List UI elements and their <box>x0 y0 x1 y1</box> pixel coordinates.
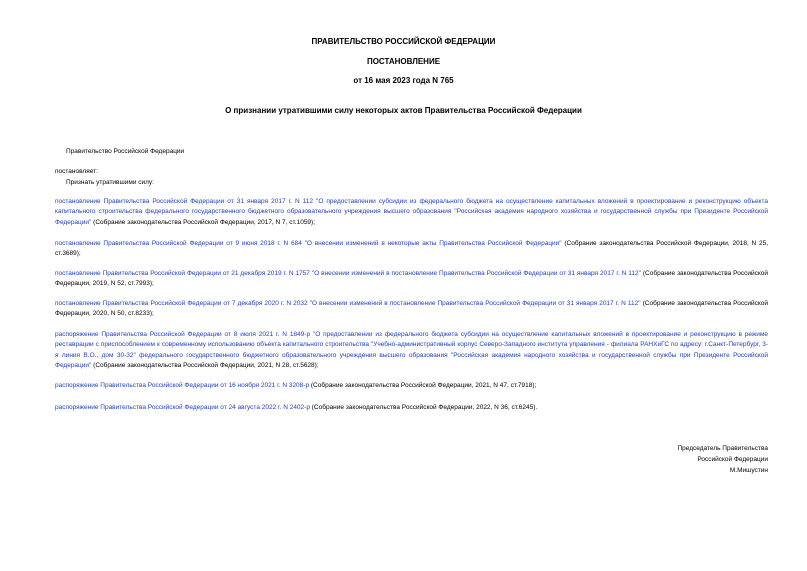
act-source: (Собрание законодательства Российской Федерации, 2018, N 25, ст.3689); <box>55 240 768 258</box>
list-item <box>55 381 768 391</box>
act-source: (Собрание законодательства Российской Федерации, 2019, N 52, ст.7993); <box>55 270 768 288</box>
act-link[interactable]: распоряжение Правительства Российской Федерации от 24 августа 2022 г. N 2402-р <box>55 404 310 411</box>
issuer-text: Правительство Российской Федерации <box>66 148 185 155</box>
document-type-heading: ПОСТАНОВЛЕНИЕ <box>366 57 441 66</box>
act-source: (Собрание законодательства Российской Федерации, 2022, N 36, ст.6245). <box>309 404 538 411</box>
act-source: (Собрание законодательства Российской Федерации, 2021, N 28, ст.5628); <box>91 361 319 369</box>
document-title: О признании утратившими силу некоторых актов Правительства Российской Федерации <box>225 106 582 115</box>
act-link[interactable]: распоряжение Правительства Российской Федерации от 8 июля 2021 г. N 1849-р "О предоставлении из федерального бюджета субсидии на осуществление капитальных вложений в проектирование и реконструкцию в режиме реставрации с приспособлением к современному использованию объекта капитального строительства "Учебно-административный корпус Северо-Западного института управления - филиала РАНХиГС по адресу: г.Санкт-Петербург, 3-я линия В.О., дом 30-32" федерального государственного бюджетного образовательного учреждения высшего образования "Российская академия народного хозяйства и государственной службы при Президенте Российской Федерации" <box>55 331 768 369</box>
document-date-number: от 16 мая 2023 года N 765 <box>353 76 454 85</box>
act-link[interactable]: постановление Правительства Российской Федерации от 7 декабря 2020 г. N 2032 "О внесении изменений в постановление Правительства Российской Федерации от 31 января 2017 г. N 112" <box>55 300 641 307</box>
list-item <box>55 299 768 320</box>
decides-text: постановляет: <box>55 168 98 175</box>
list-item <box>55 197 768 228</box>
list-item <box>55 269 768 290</box>
list-item <box>55 330 768 371</box>
act-source: (Собрание законодательства Российской Федерации, 2021, N 47, ст.7918); <box>309 382 537 389</box>
signature-name: М.Мишустин <box>729 467 768 474</box>
signature-position-line1: Председатель Правительства <box>677 445 768 452</box>
list-item <box>55 403 768 413</box>
act-source: (Собрание законодательства Российской Федерации, 2020, N 50, ст.8233); <box>55 300 768 318</box>
intro-text: Признать утратившими силу: <box>66 179 154 186</box>
act-link[interactable]: постановление Правительства Российской Федерации от 21 декабря 2019 г. N 1757 "О внесении изменений в постановление Правительства Российской Федерации от 31 января 2017 г. N 112" <box>55 270 641 277</box>
act-source: (Собрание законодательства Российской Федерации, 2017, N 7, ст.1059); <box>91 218 316 226</box>
act-link[interactable]: постановление Правительства Российской Федерации от 9 июня 2018 г. N 684 "О внесении изменений в некоторые акты Правительства Российской Федерации" <box>55 240 562 247</box>
signature-position-line2: Российской Федерации <box>697 456 768 463</box>
act-link[interactable]: постановление Правительства Российской Федерации от 31 января 2017 г. N 112 "О предоставлении субсидии из федерального бюджета на осуществление капитальных вложений в проектирование и реконструкцию объекта капитального строительства федерального государственного бюджетного образовательного учреждения высшего образования "Российская академия народного хозяйства и государственной службы при Президенте Российской Федерации" <box>55 198 768 226</box>
government-heading: ПРАВИТЕЛЬСТВО РОССИЙСКОЙ ФЕДЕРАЦИИ <box>311 37 496 46</box>
list-item <box>55 239 768 260</box>
act-link[interactable]: распоряжение Правительства Российской Федерации от 16 ноября 2021 г. N 3208-р <box>55 382 310 389</box>
